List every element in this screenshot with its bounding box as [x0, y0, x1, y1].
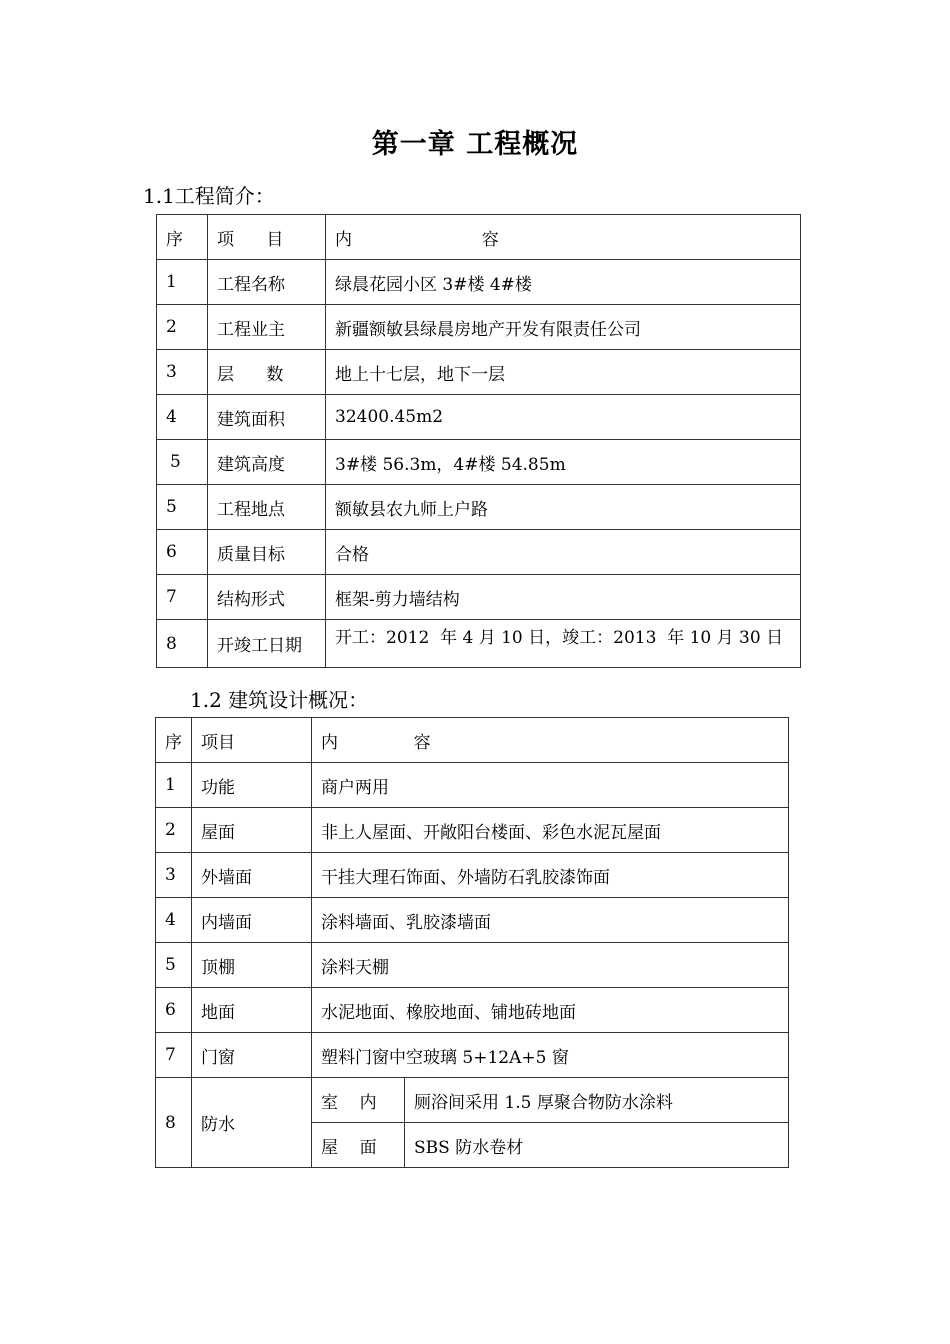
- table-row: [157, 395, 801, 440]
- table-row: [157, 305, 801, 350]
- row-content: 非上人屋面、开敞阳台楼面、彩色水泥瓦屋面: [312, 808, 789, 853]
- row-content: 塑料门窗中空玻璃 5+12A+5 窗: [312, 1033, 789, 1078]
- row-no: 2: [156, 808, 192, 853]
- header-item: 项目: [192, 718, 312, 763]
- waterproof-location: 室 内: [312, 1078, 405, 1123]
- table-row: [156, 763, 789, 808]
- section-heading-project-intro: 1.1工程简介：: [143, 184, 275, 208]
- table-row: [156, 853, 789, 898]
- header-content: 内 容: [326, 215, 801, 260]
- row-item: 顶棚: [192, 943, 312, 988]
- table-row: [157, 620, 801, 668]
- row-no: 3: [156, 853, 192, 898]
- row-item: 质量目标: [208, 530, 326, 575]
- row-no: 6: [156, 988, 192, 1033]
- waterproof-content: 厕浴间采用 1.5 厚聚合物防水涂料: [405, 1078, 789, 1123]
- row-no: 1: [156, 763, 192, 808]
- row-item: 建筑面积: [208, 395, 326, 440]
- project-intro-table: [156, 214, 801, 668]
- header-content: 内 容: [312, 718, 789, 763]
- row-no: 5: [157, 485, 208, 530]
- row-item: 防水: [192, 1078, 312, 1168]
- row-item: 建筑高度: [208, 440, 326, 485]
- row-item: 内墙面: [192, 898, 312, 943]
- header-item: 项 目: [208, 215, 326, 260]
- row-item: 结构形式: [208, 575, 326, 620]
- table-row: [157, 575, 801, 620]
- row-no: 1: [157, 260, 208, 305]
- table-row: [156, 808, 789, 853]
- row-content: 涂料天棚: [312, 943, 789, 988]
- row-item: 工程地点: [208, 485, 326, 530]
- row-no: 6: [157, 530, 208, 575]
- row-no: 8: [156, 1078, 192, 1168]
- row-content: 额敏县农九师上户路: [326, 485, 801, 530]
- section-heading-architecture: 1.2 建筑设计概况：: [190, 688, 369, 712]
- table-row: [157, 440, 801, 485]
- row-content: 3#楼 56.3m，4#楼 54.85m: [326, 440, 801, 485]
- table-row: [156, 1033, 789, 1078]
- table-row: [156, 988, 789, 1033]
- table-header-row: [157, 215, 801, 260]
- row-item: 外墙面: [192, 853, 312, 898]
- row-content: 开工：2012 年 4 月 10 日，竣工：2013 年 10 月 30 日: [326, 620, 801, 668]
- waterproof-location: 屋 面: [312, 1123, 405, 1168]
- row-content: 地上十七层，地下一层: [326, 350, 801, 395]
- row-item: 门窗: [192, 1033, 312, 1078]
- table-row: [157, 485, 801, 530]
- table-row: [157, 350, 801, 395]
- row-item: 屋面: [192, 808, 312, 853]
- row-no: 4: [157, 395, 208, 440]
- row-no: 5: [157, 440, 208, 485]
- waterproof-content: SBS 防水卷材: [405, 1123, 789, 1168]
- header-no: 序: [157, 215, 208, 260]
- row-item: 层 数: [208, 350, 326, 395]
- row-item: 工程名称: [208, 260, 326, 305]
- table-row: [156, 898, 789, 943]
- table-row-waterproof: [156, 1078, 789, 1123]
- page-title: 第一章 工程概况: [371, 129, 579, 160]
- row-no: 3: [157, 350, 208, 395]
- row-no: 7: [157, 575, 208, 620]
- row-content: 框架-剪力墙结构: [326, 575, 801, 620]
- row-content: 水泥地面、橡胶地面、铺地砖地面: [312, 988, 789, 1033]
- row-no: 7: [156, 1033, 192, 1078]
- row-item: 工程业主: [208, 305, 326, 350]
- row-no: 5: [156, 943, 192, 988]
- row-content: 涂料墙面、乳胶漆墙面: [312, 898, 789, 943]
- row-no: 4: [156, 898, 192, 943]
- row-item: 地面: [192, 988, 312, 1033]
- row-item: 功能: [192, 763, 312, 808]
- row-item: 开竣工日期: [208, 620, 326, 668]
- header-no: 序: [156, 718, 192, 763]
- row-content: 新疆额敏县绿晨房地产开发有限责任公司: [326, 305, 801, 350]
- row-content: 绿晨花园小区 3#楼 4#楼: [326, 260, 801, 305]
- table-row: [156, 943, 789, 988]
- row-content: 商户两用: [312, 763, 789, 808]
- architecture-design-table: [155, 717, 789, 1168]
- table-header-row: [156, 718, 789, 763]
- row-content: 合格: [326, 530, 801, 575]
- row-content: 干挂大理石饰面、外墙防石乳胶漆饰面: [312, 853, 789, 898]
- row-no: 8: [157, 620, 208, 668]
- table-row: [157, 260, 801, 305]
- table-row: [157, 530, 801, 575]
- row-content: 32400.45m2: [326, 395, 801, 440]
- row-no: 2: [157, 305, 208, 350]
